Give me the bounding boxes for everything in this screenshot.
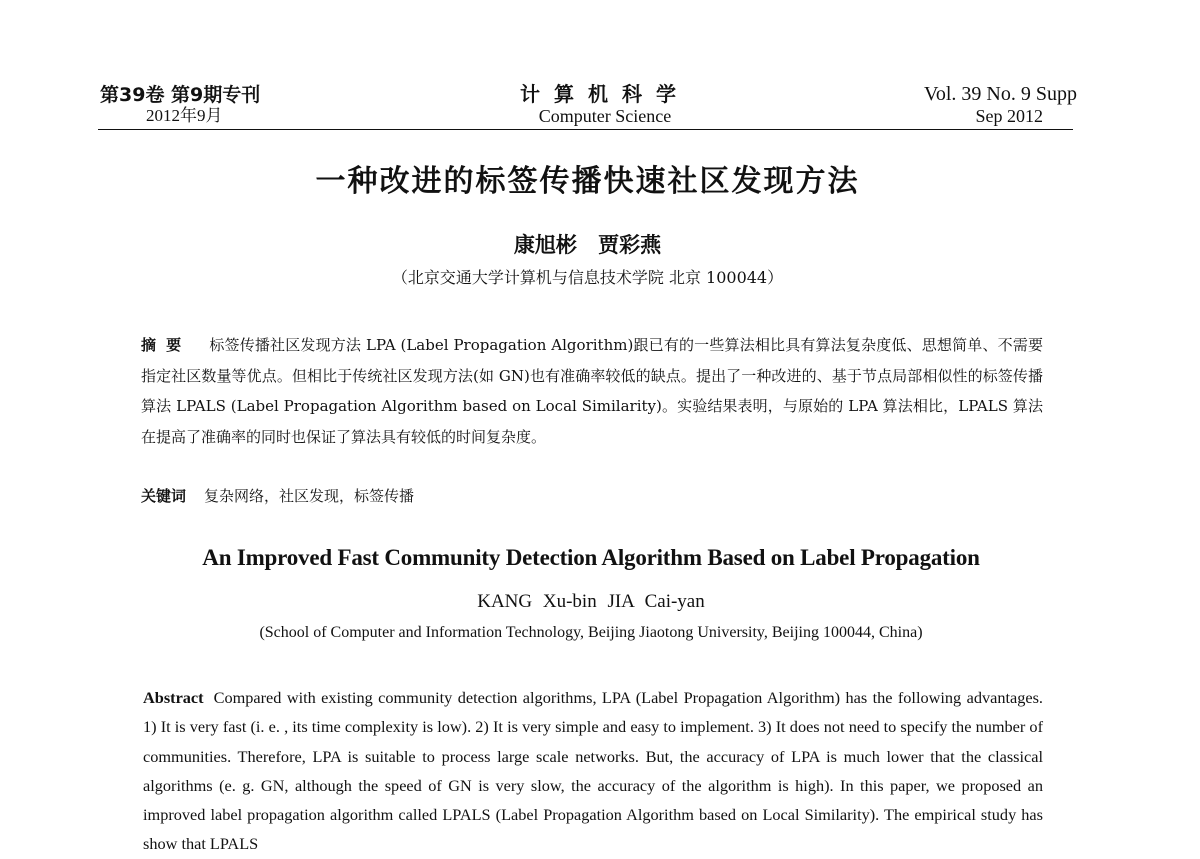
- volume-issue-cn: 第39卷 第9期专刊: [100, 84, 261, 106]
- keywords-cn: [141, 484, 1043, 508]
- abstract-cn-text: 标签传播社区发现方法 LPA (Label Propagation Algorithm)跟已有的一些算法相比具有算法复杂度低、思想简单、不需要指定社区数量等优点。但相比于传统社区发现方法(如 GN)也有准确率较低的缺点。提出了一种改进的、基于节点局部相似性的标签传播算法 LPALS (Label Propagation Algorithm based on Local Similarity)。实验结果表明，与原始的 LPA 算法相比，LPALS 算法在提高了准确率的同时也保证了算法具有较低的时间复杂度。: [141, 336, 1043, 446]
- affiliation-cn: （北京交通大学计算机与信息技术学院 北京 100044）: [391, 268, 784, 287]
- authors-en: KANG Xu-bin JIA Cai-yan: [477, 591, 705, 612]
- affiliation-en: (School of Computer and Information Technology, Beijing Jiaotong University, Beijing 100044, China): [259, 624, 923, 641]
- journal-name-en: Computer Science: [538, 106, 672, 126]
- authors-cn: 康旭彬 贾彩燕: [513, 233, 662, 257]
- journal-header-left: [100, 84, 320, 126]
- abstract-en-label: Abstract: [143, 688, 204, 707]
- paper-title-cn: 一种改进的标签传播快速社区发现方法: [315, 164, 860, 199]
- abstract-cn-label: 摘要: [141, 336, 192, 354]
- abstract-en: [143, 683, 1043, 859]
- volume-issue-en: Vol. 39 No. 9 Supp: [924, 83, 1077, 105]
- keywords-cn-text: 复杂网络，社区发现，标签传播: [204, 487, 415, 505]
- journal-header-right: [837, 82, 1077, 126]
- paper-title-en: An Improved Fast Community Detection Algorithm Based on Label Propagation: [202, 545, 980, 570]
- date-en: Sep 2012: [975, 106, 1043, 126]
- keywords-cn-label: 关键词: [141, 487, 187, 505]
- abstract-cn: [141, 330, 1043, 452]
- abstract-en-text: Compared with existing community detection algorithms, LPA (Label Propagation Algorithm) has the following advantages. 1) It is very fast (i. e. , its time complexity is low). 2) It is very simple and easy to implement. 3) It does not need to specify the number of communities. Therefore, LPA is suitable to process large scale networks. But, the accuracy of LPA is much lower that the classical algorithms (e. g. GN, although the speed of GN is very slow, the accuracy of the algorithm is high). In this paper, we proposed an improved label propagation algorithm called LPALS (Label Propagation Algorithm based on Local Similarity). The empirical study has show that LPALS: [143, 688, 1043, 854]
- date-cn: 2012年9月: [146, 106, 223, 125]
- journal-name-cn: 计算机科学: [520, 82, 690, 106]
- header-rule: [98, 129, 1073, 130]
- journal-header-center: [440, 82, 770, 126]
